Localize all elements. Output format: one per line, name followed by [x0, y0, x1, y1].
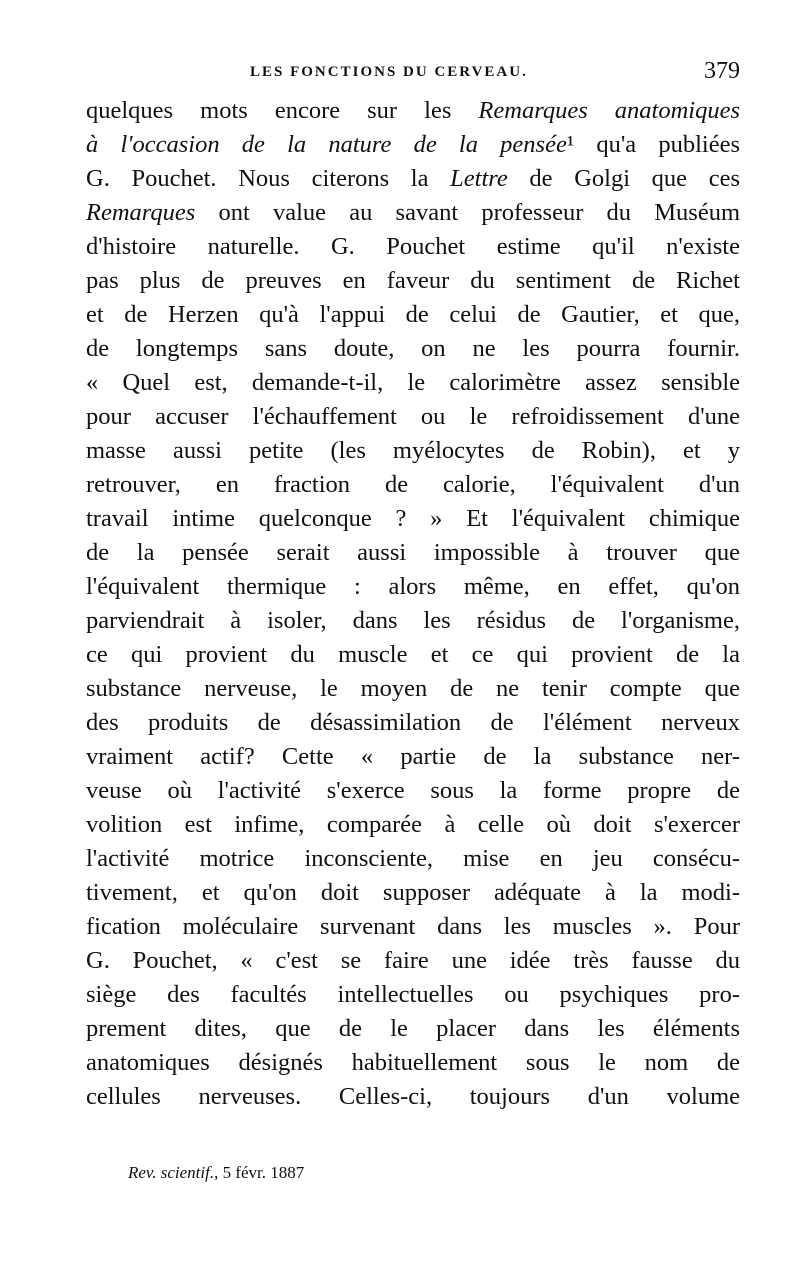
text-line: [86, 672, 740, 706]
italic-segment: Remarques anatomiques: [478, 97, 740, 124]
text-line: [86, 332, 740, 366]
running-head: [90, 60, 740, 88]
text-line: [86, 1012, 740, 1046]
text-line: [86, 536, 740, 570]
text-segment: prement dites, que de le placer dans les éléments: [86, 1015, 740, 1042]
text-line: [86, 400, 740, 434]
text-line: [86, 298, 740, 332]
text-segment: parviendrait à isoler, dans les résidus de l'organisme,: [86, 607, 740, 634]
italic-segment: Remarques: [86, 199, 196, 226]
text-line: [86, 366, 740, 400]
text-segment: travail intime quelconque ? » Et l'équivalent chimique: [86, 505, 740, 532]
italic-segment: Lettre: [450, 165, 508, 192]
text-line: [86, 1046, 740, 1080]
text-segment: d'histoire naturelle. G. Pouchet estime qu'il n'existe: [86, 233, 740, 260]
text-line: [86, 128, 740, 162]
text-line: [86, 570, 740, 604]
text-line: [86, 978, 740, 1012]
page-number: 379: [704, 58, 740, 84]
text-segment: quelques mots encore sur les: [86, 97, 479, 124]
text-segment: ¹ qu'a publiées: [566, 131, 740, 158]
text-line: [86, 910, 740, 944]
text-segment: des produits de désassimilation de l'élément nerveux: [86, 709, 740, 736]
text-segment: siège des facultés intellectuelles ou psychiques pro-: [86, 981, 740, 1008]
text-line: [86, 638, 740, 672]
running-title: LES FONCTIONS DU CERVEAU.: [250, 64, 528, 80]
text-line: [86, 502, 740, 536]
italic-segment: à l'occasion de la nature de la pensée: [86, 131, 567, 158]
text-line: [86, 774, 740, 808]
text-line: [86, 230, 740, 264]
text-segment: cellules nerveuses. Celles-ci, toujours d'un volume: [86, 1083, 740, 1110]
text-line: [86, 808, 740, 842]
text-segment: masse aussi petite (les myélocytes de Robin), et y: [86, 437, 740, 464]
text-segment: l'équivalent thermique : alors même, en effet, qu'on: [86, 573, 740, 600]
text-line: [86, 876, 740, 910]
text-line: [86, 196, 740, 230]
text-line: [86, 842, 740, 876]
footnote-source: Rev. scientif.: [128, 1163, 215, 1182]
text-line: [86, 740, 740, 774]
text-line: [86, 264, 740, 298]
text-line: [86, 162, 740, 196]
text-line: [86, 706, 740, 740]
text-line: [86, 1080, 740, 1114]
text-segment: ce qui provient du muscle et ce qui provient de la: [86, 641, 740, 668]
text-segment: G. Pouchet, « c'est se faire une idée très fausse du: [86, 947, 740, 974]
footnote: [128, 1163, 304, 1183]
text-segment: de longtemps sans doute, on ne les pourra fournir.: [86, 335, 740, 362]
text-segment: l'activité motrice inconsciente, mise en jeu consécu-: [86, 845, 740, 872]
text-line: [86, 944, 740, 978]
text-line: [86, 468, 740, 502]
text-segment: « Quel est, demande-t-il, le calorimètre assez sensible: [86, 369, 740, 396]
text-segment: de la pensée serait aussi impossible à trouver que: [86, 539, 740, 566]
body-text: [86, 94, 740, 1114]
text-segment: volition est infime, comparée à celle où doit s'exercer: [86, 811, 740, 838]
text-line: [86, 434, 740, 468]
text-segment: veuse où l'activité s'exerce sous la forme propre de: [86, 777, 740, 804]
text-segment: fication moléculaire survenant dans les muscles ». Pour: [86, 913, 740, 940]
text-segment: et de Herzen qu'à l'appui de celui de Gautier, et que,: [86, 301, 740, 328]
footnote-date: , 5 févr. 1887: [214, 1163, 305, 1182]
text-segment: tivement, et qu'on doit supposer adéquate à la modi-: [86, 879, 740, 906]
text-segment: ont value au savant professeur du Muséum: [195, 199, 740, 226]
text-segment: anatomiques désignés habituellement sous le nom de: [86, 1049, 740, 1076]
text-segment: de Golgi que ces: [507, 165, 740, 192]
text-segment: G. Pouchet. Nous citerons la: [86, 165, 451, 192]
text-segment: substance nerveuse, le moyen de ne tenir compte que: [86, 675, 740, 702]
text-segment: vraiment actif? Cette « partie de la substance ner-: [86, 743, 740, 770]
text-line: [86, 94, 740, 128]
text-line: [86, 604, 740, 638]
text-segment: retrouver, en fraction de calorie, l'équivalent d'un: [86, 471, 740, 498]
text-segment: pas plus de preuves en faveur du sentiment de Richet: [86, 267, 740, 294]
text-segment: pour accuser l'échauffement ou le refroidissement d'une: [86, 403, 740, 430]
